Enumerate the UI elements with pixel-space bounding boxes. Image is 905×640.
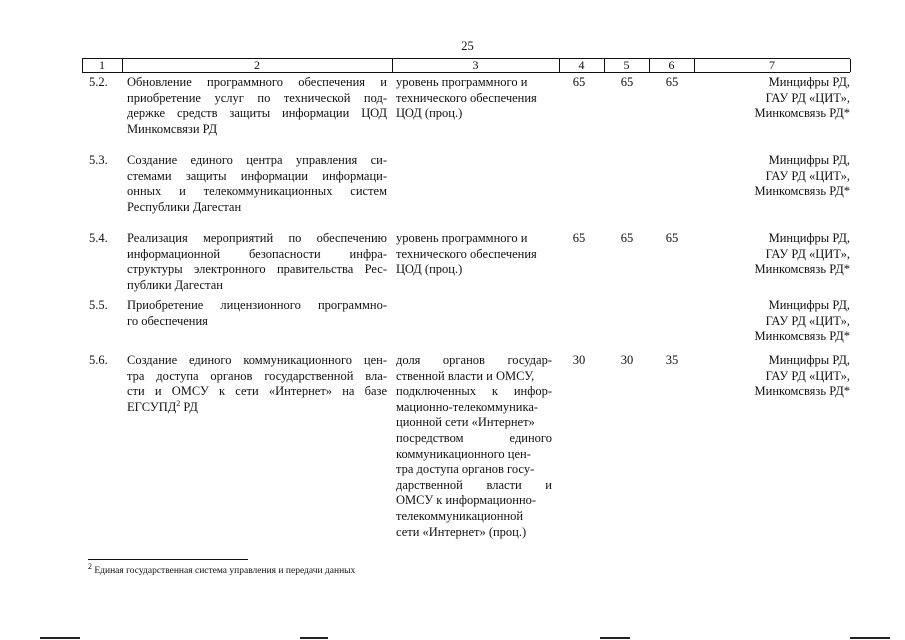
executors: Минцифры РД, ГАУ РД «ЦИТ», Минкомсвязь РД*: [754, 153, 850, 199]
indicator-text: доля органов государ- ственной власти и ОМСУ, подключенных к инфор- мационно-телекоммуника- ционной сети «Интернет» посредством единого коммуникационного цен- тра доступа органов госу- дарственной власти и ОМСУ к информационно- телекоммуникационной сети «Интернет» (проц.): [396, 353, 552, 539]
executors: Минцифры РД, ГАУ РД «ЦИТ», Минкомсвязь РД*: [754, 231, 850, 277]
footnote-separator: [88, 559, 248, 560]
measure-name: Создание единого коммуникационного цен- тра доступа органов государственной вла- сти и ОМСУ к сети «Интернет» на базе ЕГСУПД$^2$ РД: [127, 353, 387, 414]
scan-edge-mark: [300, 637, 328, 639]
page-number: 25: [461, 39, 474, 53]
indicator-text: уровень программного и технического обеспечения ЦОД (проц.): [396, 231, 537, 277]
row-number: 5.6.: [89, 353, 108, 367]
value-col-5: 30: [620, 353, 634, 367]
scan-edge-mark: [40, 637, 80, 639]
scan-edge-mark: [600, 637, 630, 639]
header-col-4: 4: [578, 58, 585, 72]
row-number: 5.5.: [89, 298, 108, 312]
footnote: [88, 561, 356, 577]
executors: Минцифры РД, ГАУ РД «ЦИТ», Минкомсвязь РД*: [754, 353, 850, 399]
measure-name: Приобретение лицензионного программно- го обеспечения: [127, 298, 387, 328]
value-col-4: 30: [572, 353, 586, 367]
header-col-6: 6: [668, 58, 675, 72]
footnote-text: Единая государственная система управления и передачи данных: [92, 566, 356, 576]
indicator-text: уровень программного и технического обеспечения ЦОД (проц.): [396, 75, 537, 121]
value-col-5: 65: [620, 75, 634, 89]
row-number: 5.2.: [89, 75, 108, 89]
value-col-5: 65: [620, 231, 634, 245]
column-divider: [850, 59, 851, 72]
row-number: 5.4.: [89, 231, 108, 245]
executors: Минцифры РД, ГАУ РД «ЦИТ», Минкомсвязь РД*: [754, 298, 850, 344]
header-col-1: 1: [99, 58, 105, 72]
table-header-row: [82, 59, 850, 73]
header-col-7: 7: [769, 58, 775, 72]
value-col-4: 65: [572, 75, 586, 89]
measure-name: Создание единого центра управления си- стемами защиты информации информаци- онных и телекоммуникационных систем Республики Дагестан: [127, 153, 387, 214]
executors: Минцифры РД, ГАУ РД «ЦИТ», Минкомсвязь РД*: [754, 75, 850, 121]
header-col-5: 5: [623, 58, 630, 72]
footnote-reference: 2: [176, 398, 181, 408]
header-col-2: 2: [254, 58, 260, 72]
row-number: 5.3.: [89, 153, 108, 167]
scan-edge-mark: [850, 637, 890, 639]
value-col-6: 65: [665, 231, 679, 245]
value-col-4: 65: [572, 231, 586, 245]
value-col-6: 65: [665, 75, 679, 89]
header-col-3: 3: [472, 58, 479, 72]
footnote-mark: 2: [88, 561, 92, 571]
measure-name: Реализация мероприятий по обеспечению информационной безопасности инфра- структуры электронного правительства Рес- публики Дагестан: [127, 231, 387, 292]
measure-name: Обновление программного обеспечения и приобретение услуг по технической под- держке средств защиты информации ЦОД Минкомсвязи РД: [127, 75, 387, 136]
value-col-6: 35: [665, 353, 679, 367]
